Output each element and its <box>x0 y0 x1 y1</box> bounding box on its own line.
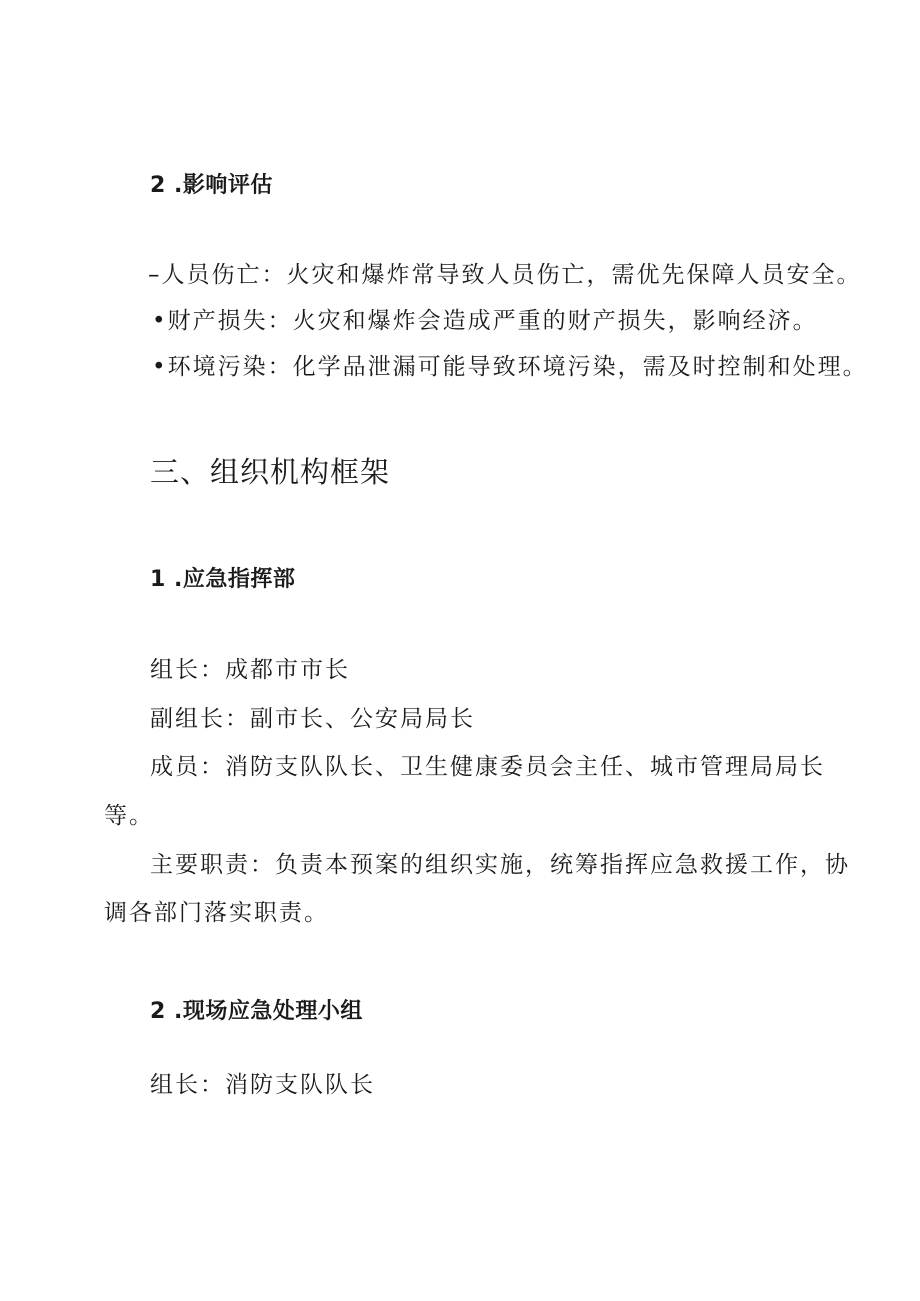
command-duties-line-1: 主要职责：负责本预案的组织实施，统筹指挥应急救援工作，协 <box>150 852 850 878</box>
command-center-heading: 1 .应急指挥部 <box>150 567 296 592</box>
command-members-line-2: 等。 <box>104 803 154 829</box>
org-structure-heading: 三、组织机构框架 <box>150 455 391 489</box>
command-leader: 组长：成都市市长 <box>150 657 350 683</box>
command-duties-line-2: 调各部门落实职责。 <box>104 900 329 926</box>
list-item-property-loss: •财产损失：火灾和爆炸会造成严重的财产损失，影响经济。 <box>152 308 818 334</box>
list-item-casualties: –人员伤亡：火灾和爆炸常导致人员伤亡，需优先保障人员安全。 <box>148 262 862 288</box>
onsite-team-leader: 组长：消防支队队长 <box>150 1072 375 1098</box>
command-members-line-1: 成员：消防支队队长、卫生健康委员会主任、城市管理局局长 <box>150 754 825 780</box>
command-deputy-leader: 副组长：副市长、公安局局长 <box>150 706 475 732</box>
impact-assessment-heading: 2 .影响评估 <box>150 173 273 198</box>
onsite-team-heading: 2 .现场应急处理小组 <box>150 999 363 1024</box>
list-item-environmental-pollution: •环境污染：化学品泄漏可能导致环境污染，需及时控制和处理。 <box>152 354 868 380</box>
